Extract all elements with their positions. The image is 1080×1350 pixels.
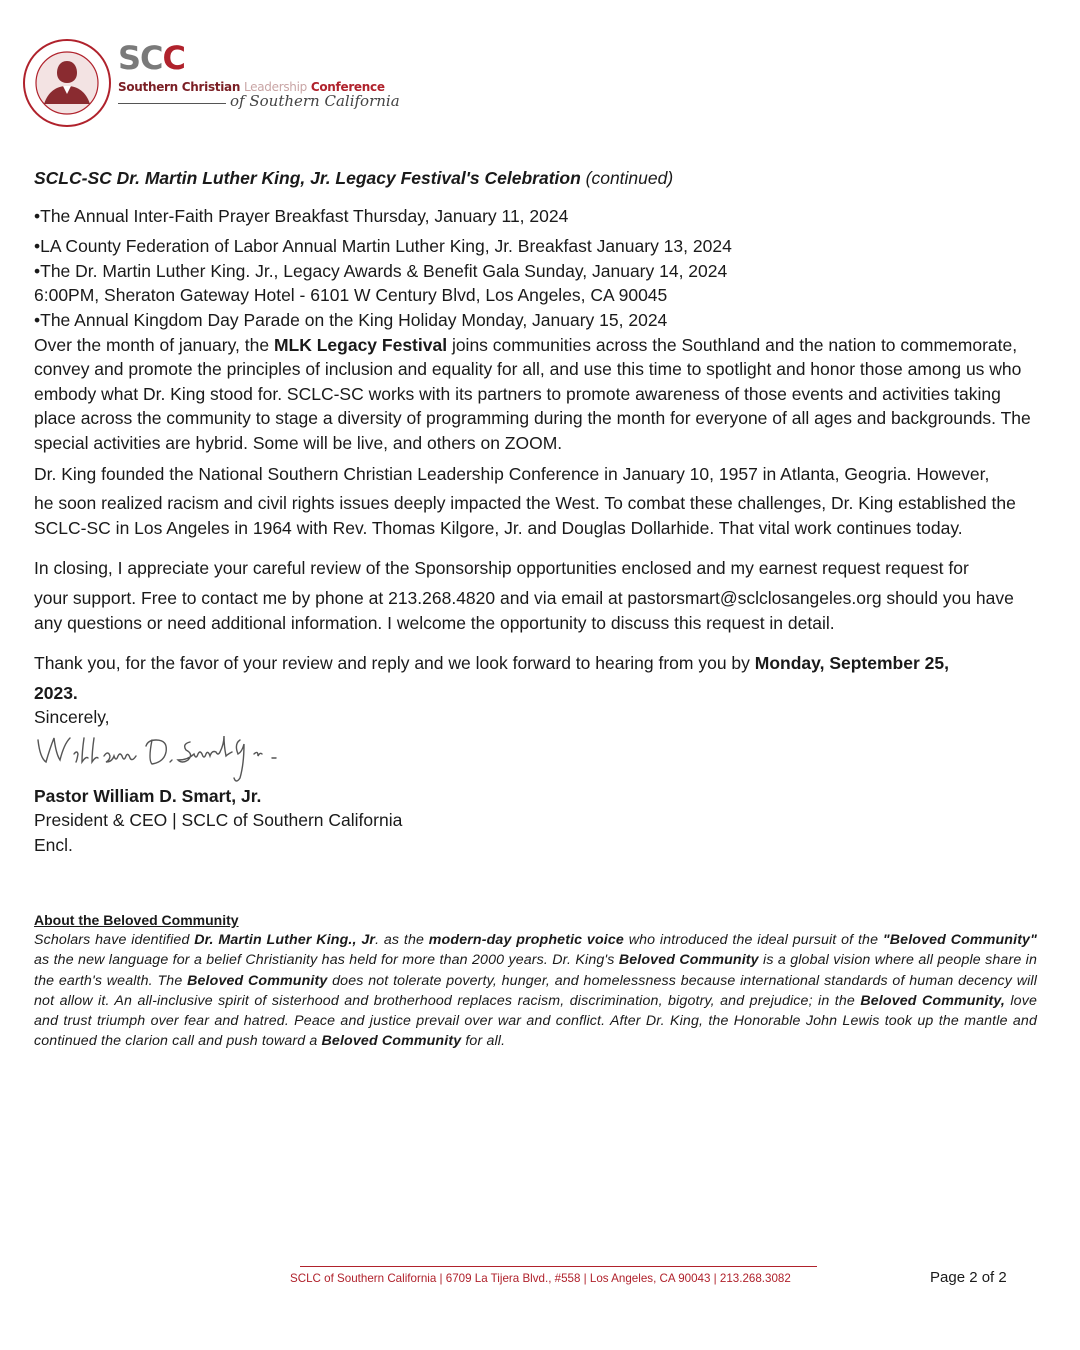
sclc-acronym-grey: SC xyxy=(118,39,163,77)
closing-paragraph: In closing, I appreciate your careful review of the Sponsorship opportunities enclosed and my earnest request request for your support. Free to contact me by phone at 213.268.4820 and via email at pastorsmart@sclclosangeles.org should you have any questions or need additional information. I welcome the opportunity to discuss this request in detail. xyxy=(34,558,1014,633)
enclosure-note: Encl. xyxy=(34,835,73,856)
about-section xyxy=(34,910,1037,1051)
logo-word-conference: Conference xyxy=(310,80,385,94)
sclc-seal-icon xyxy=(22,38,112,128)
signer-name: Pastor William D. Smart, Jr. xyxy=(34,785,262,806)
event-detail: 6:00PM, Sheraton Gateway Hotel - 6101 W Century Blvd, Los Angeles, CA 90045 xyxy=(34,285,668,306)
sclc-acronym xyxy=(118,40,185,76)
event-item: •LA County Federation of Labor Annual Martin Luther King, Jr. Breakfast January 13, 2024 xyxy=(34,236,732,257)
about-heading: About the Beloved Community xyxy=(34,912,239,928)
sclc-wordmark xyxy=(118,40,398,130)
event-item: •The Dr. Martin Luther King. Jr., Legacy Awards & Benefit Gala Sunday, January 14, 2024 xyxy=(34,260,728,281)
logo-tagline: of Southern California xyxy=(230,92,400,110)
deadline-bold: Monday, September 25, xyxy=(754,653,949,674)
thank-you-paragraph: Thank you, for the favor of your review and reply and we look forward to hearing from you by Monday, September 25, 2023. xyxy=(34,651,1044,705)
letter-body xyxy=(34,166,1044,858)
logo-word-leadership: Leadership xyxy=(244,80,307,94)
history-paragraph: Dr. King founded the National Southern Christian Leadership Conference in January 10, 1957 in Atlanta, Geogria. However, he soon realized racism and civil rights issues deeply impacted the West. To combat these challenges, Dr. King established the SCLC-SC in Los Angeles in 1964 with Rev. Thomas Kilgore, Jr. and Douglas Dollarhide. That vital work continues today. xyxy=(34,463,1016,538)
salutation: Sincerely, xyxy=(34,707,110,728)
about-body: Scholars have identified Dr. Martin Luther King., Jr. as the modern-day prophetic voice who introduced the ideal pursuit of the "Beloved Community" as the new language for a belief Christianity has held for more than 2000 years. Dr. King's Beloved Community is a global vision where all people share in the earth's wealth. The Beloved Community does not tolerate poverty, hunger, and homelessness because international standards of human decency will not allow it. An all-inclusive spirit of sisterhood and brotherhood replaces racism, discrimination, bigotry, and prejudice; in the Beloved Community, love and trust triumph over fear and hatred. Peace and justice prevail over war and conflict. After Dr. King, the Honorable John Lewis took up the mantle and continued the clarion call and push toward a Beloved Community for all. xyxy=(34,932,1037,1050)
sclc-logo xyxy=(20,36,400,132)
footer-address: SCLC of Southern California | 6709 La Tijera Blvd., #558 | Los Angeles, CA 90043 | 213.268.3082 xyxy=(290,1272,791,1285)
footer-rule xyxy=(300,1266,817,1267)
event-item: •The Annual Kingdom Day Parade on the King Holiday Monday, January 15, 2024 xyxy=(34,309,668,330)
sclc-acronym-red: C xyxy=(162,39,186,77)
page-number: Page 2 of 2 xyxy=(930,1269,1007,1286)
signer-title: President & CEO | SCLC of Southern California xyxy=(34,810,403,831)
logo-word-southern-christian: Southern Christian xyxy=(118,80,241,94)
section-title-bold: SCLC-SC Dr. Martin Luther King, Jr. Legacy Festival's Celebration xyxy=(34,168,581,188)
section-title xyxy=(34,166,1044,191)
section-title-suffix: (continued) xyxy=(580,168,674,188)
deadline-year-bold: 2023. xyxy=(34,682,78,703)
event-item: •The Annual Inter-Faith Prayer Breakfast Thursday, January 11, 2024 xyxy=(34,205,569,226)
mlk-legacy-festival-bold: MLK Legacy Festival xyxy=(273,334,448,355)
logo-rule xyxy=(118,103,226,104)
festival-paragraph: Over the month of january, the MLK Legacy Festival joins communities across the Southland and the nation to commemorate, convey and promote the principles of inclusion and equality for all, and use this time to spotlight and honor those among us who embody what Dr. King stood for. SCLC-SC works with its partners to promote awareness of those events and activities taking place across the community to stage a diversity of programming during the month for everyone of all ages and backgrounds. The special activities are hybrid. Some will be live, and others on ZOOM. xyxy=(34,334,1031,453)
handwritten-signature xyxy=(34,732,294,794)
